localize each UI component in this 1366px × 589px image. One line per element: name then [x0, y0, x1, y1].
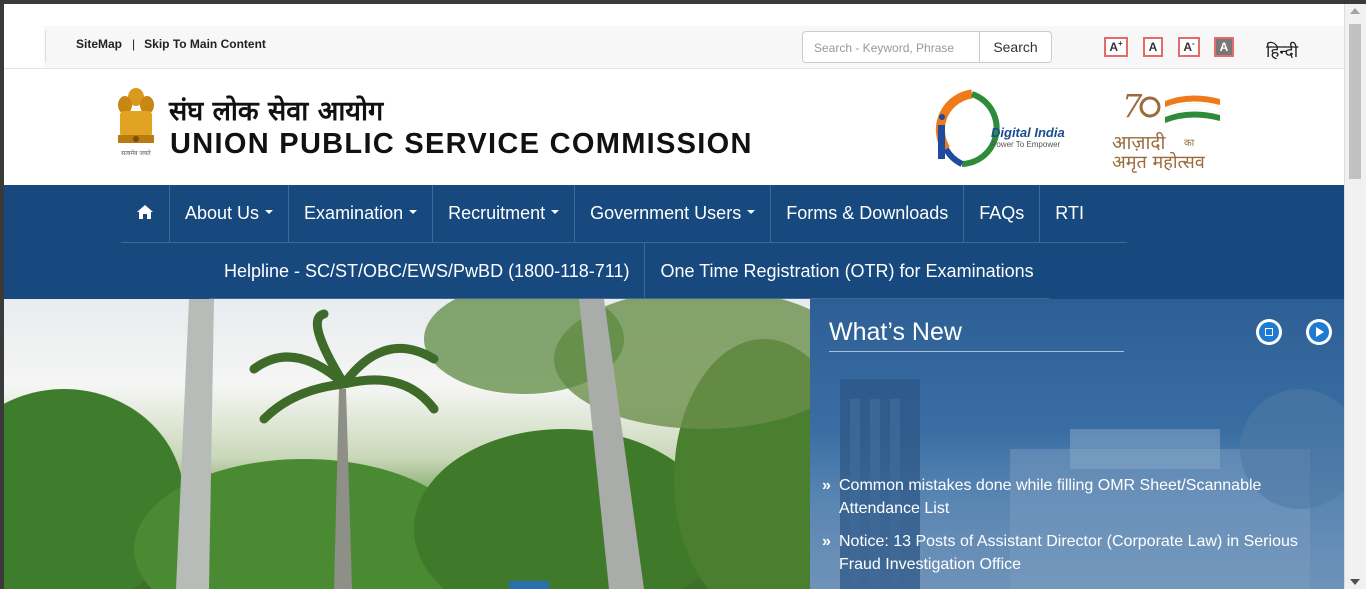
nav-about-us-label: About Us — [185, 203, 260, 223]
nav-government-users[interactable] — [575, 185, 771, 242]
play-button[interactable] — [1306, 319, 1332, 345]
scroll-thumb[interactable] — [1349, 24, 1361, 179]
language-hindi-link[interactable]: हिन्दी — [1266, 42, 1299, 61]
campus-photo — [4, 299, 810, 589]
font-increase-label: A — [1109, 40, 1118, 54]
high-contrast-button[interactable]: A — [1214, 37, 1234, 57]
search-button[interactable]: Search — [980, 31, 1052, 63]
font-increase-button[interactable] — [1104, 37, 1128, 57]
font-decrease-sup: - — [1192, 39, 1195, 48]
play-triangle — [1316, 327, 1324, 337]
utility-bar — [4, 4, 1345, 69]
amrit-mahotsav-text: अमृत महोत्सव — [1112, 152, 1205, 173]
site-title-hindi: संघ लोक सेवा आयोग — [169, 96, 384, 127]
nav-about-us[interactable] — [170, 185, 289, 242]
digital-india-tagline: Power To Empower — [991, 140, 1061, 149]
utility-separator: | — [132, 37, 136, 51]
stop-square — [1265, 328, 1273, 336]
site-header — [4, 69, 1345, 185]
scroll-up-icon[interactable] — [1350, 8, 1360, 14]
nav-otr[interactable]: One Time Registration (OTR) for Examinations — [645, 243, 1048, 299]
emblem-motto: सत्यमेव जयते — [121, 150, 151, 157]
caret-down-icon — [409, 210, 417, 214]
search-input[interactable]: Search - Keyword, Phrase — [802, 31, 980, 63]
scroll-down-icon[interactable] — [1350, 579, 1360, 585]
digital-india-text: Digital India — [991, 125, 1065, 140]
caret-down-icon — [265, 210, 273, 214]
font-increase-sup: + — [1118, 39, 1123, 48]
utility-divider — [45, 30, 46, 62]
nav-government-users-label: Government Users — [590, 203, 742, 223]
svg-text:7: 7 — [1122, 87, 1143, 125]
nav-examination-label: Examination — [304, 203, 404, 223]
nav-row-primary — [121, 185, 1127, 243]
skip-to-main-link[interactable]: Skip To Main Content — [144, 37, 266, 51]
nav-home[interactable] — [121, 185, 170, 242]
nav-recruitment[interactable] — [433, 185, 575, 242]
news-item-text[interactable]: Common mistakes done while filling OMR Sheet/Scannable Attendance List — [839, 477, 1262, 517]
font-decrease-button[interactable] — [1178, 37, 1200, 57]
font-decrease-label: A — [1183, 40, 1192, 54]
azadi-text: आज़ादी — [1112, 132, 1166, 154]
vertical-scrollbar[interactable] — [1344, 4, 1366, 589]
news-item[interactable] — [822, 530, 1322, 576]
nav-examination[interactable] — [289, 185, 433, 242]
play-icon — [1309, 322, 1329, 342]
caret-down-icon — [747, 210, 755, 214]
home-icon — [136, 204, 154, 220]
nav-recruitment-label: Recruitment — [448, 203, 546, 223]
nav-forms-downloads[interactable]: Forms & Downloads — [771, 185, 964, 242]
news-item[interactable] — [822, 474, 1322, 520]
stop-button[interactable] — [1256, 319, 1282, 345]
page — [4, 4, 1345, 589]
stop-icon — [1259, 322, 1279, 342]
news-item-text[interactable]: Notice: 13 Posts of Assistant Director (Corporate Law) in Serious Fraud Investigation Office — [839, 533, 1298, 573]
national-emblem-icon[interactable] — [112, 85, 160, 161]
hero-banner — [4, 299, 810, 589]
nav-helpline[interactable]: Helpline - SC/ST/OBC/EWS/PwBD (1800-118-711) — [209, 243, 645, 299]
utility-links — [76, 37, 266, 51]
main-nav — [4, 185, 1345, 299]
nav-faqs[interactable]: FAQs — [964, 185, 1040, 242]
nav-row-secondary — [209, 243, 1049, 299]
site-title-english: UNION PUBLIC SERVICE COMMISSION — [170, 128, 753, 160]
sitemap-link[interactable]: SiteMap — [76, 37, 123, 51]
whats-new-title: What’s New — [829, 318, 962, 346]
whats-new-panel — [810, 299, 1345, 589]
news-bullet: » — [822, 533, 831, 550]
whats-new-underline — [829, 351, 1124, 352]
whats-new-list — [822, 474, 1322, 586]
caret-down-icon — [551, 210, 559, 214]
font-normal-button[interactable]: A — [1143, 37, 1163, 57]
nav-rti[interactable]: RTI — [1055, 203, 1084, 223]
news-bullet: » — [822, 477, 831, 494]
azadi-ka-text: का — [1184, 138, 1195, 149]
